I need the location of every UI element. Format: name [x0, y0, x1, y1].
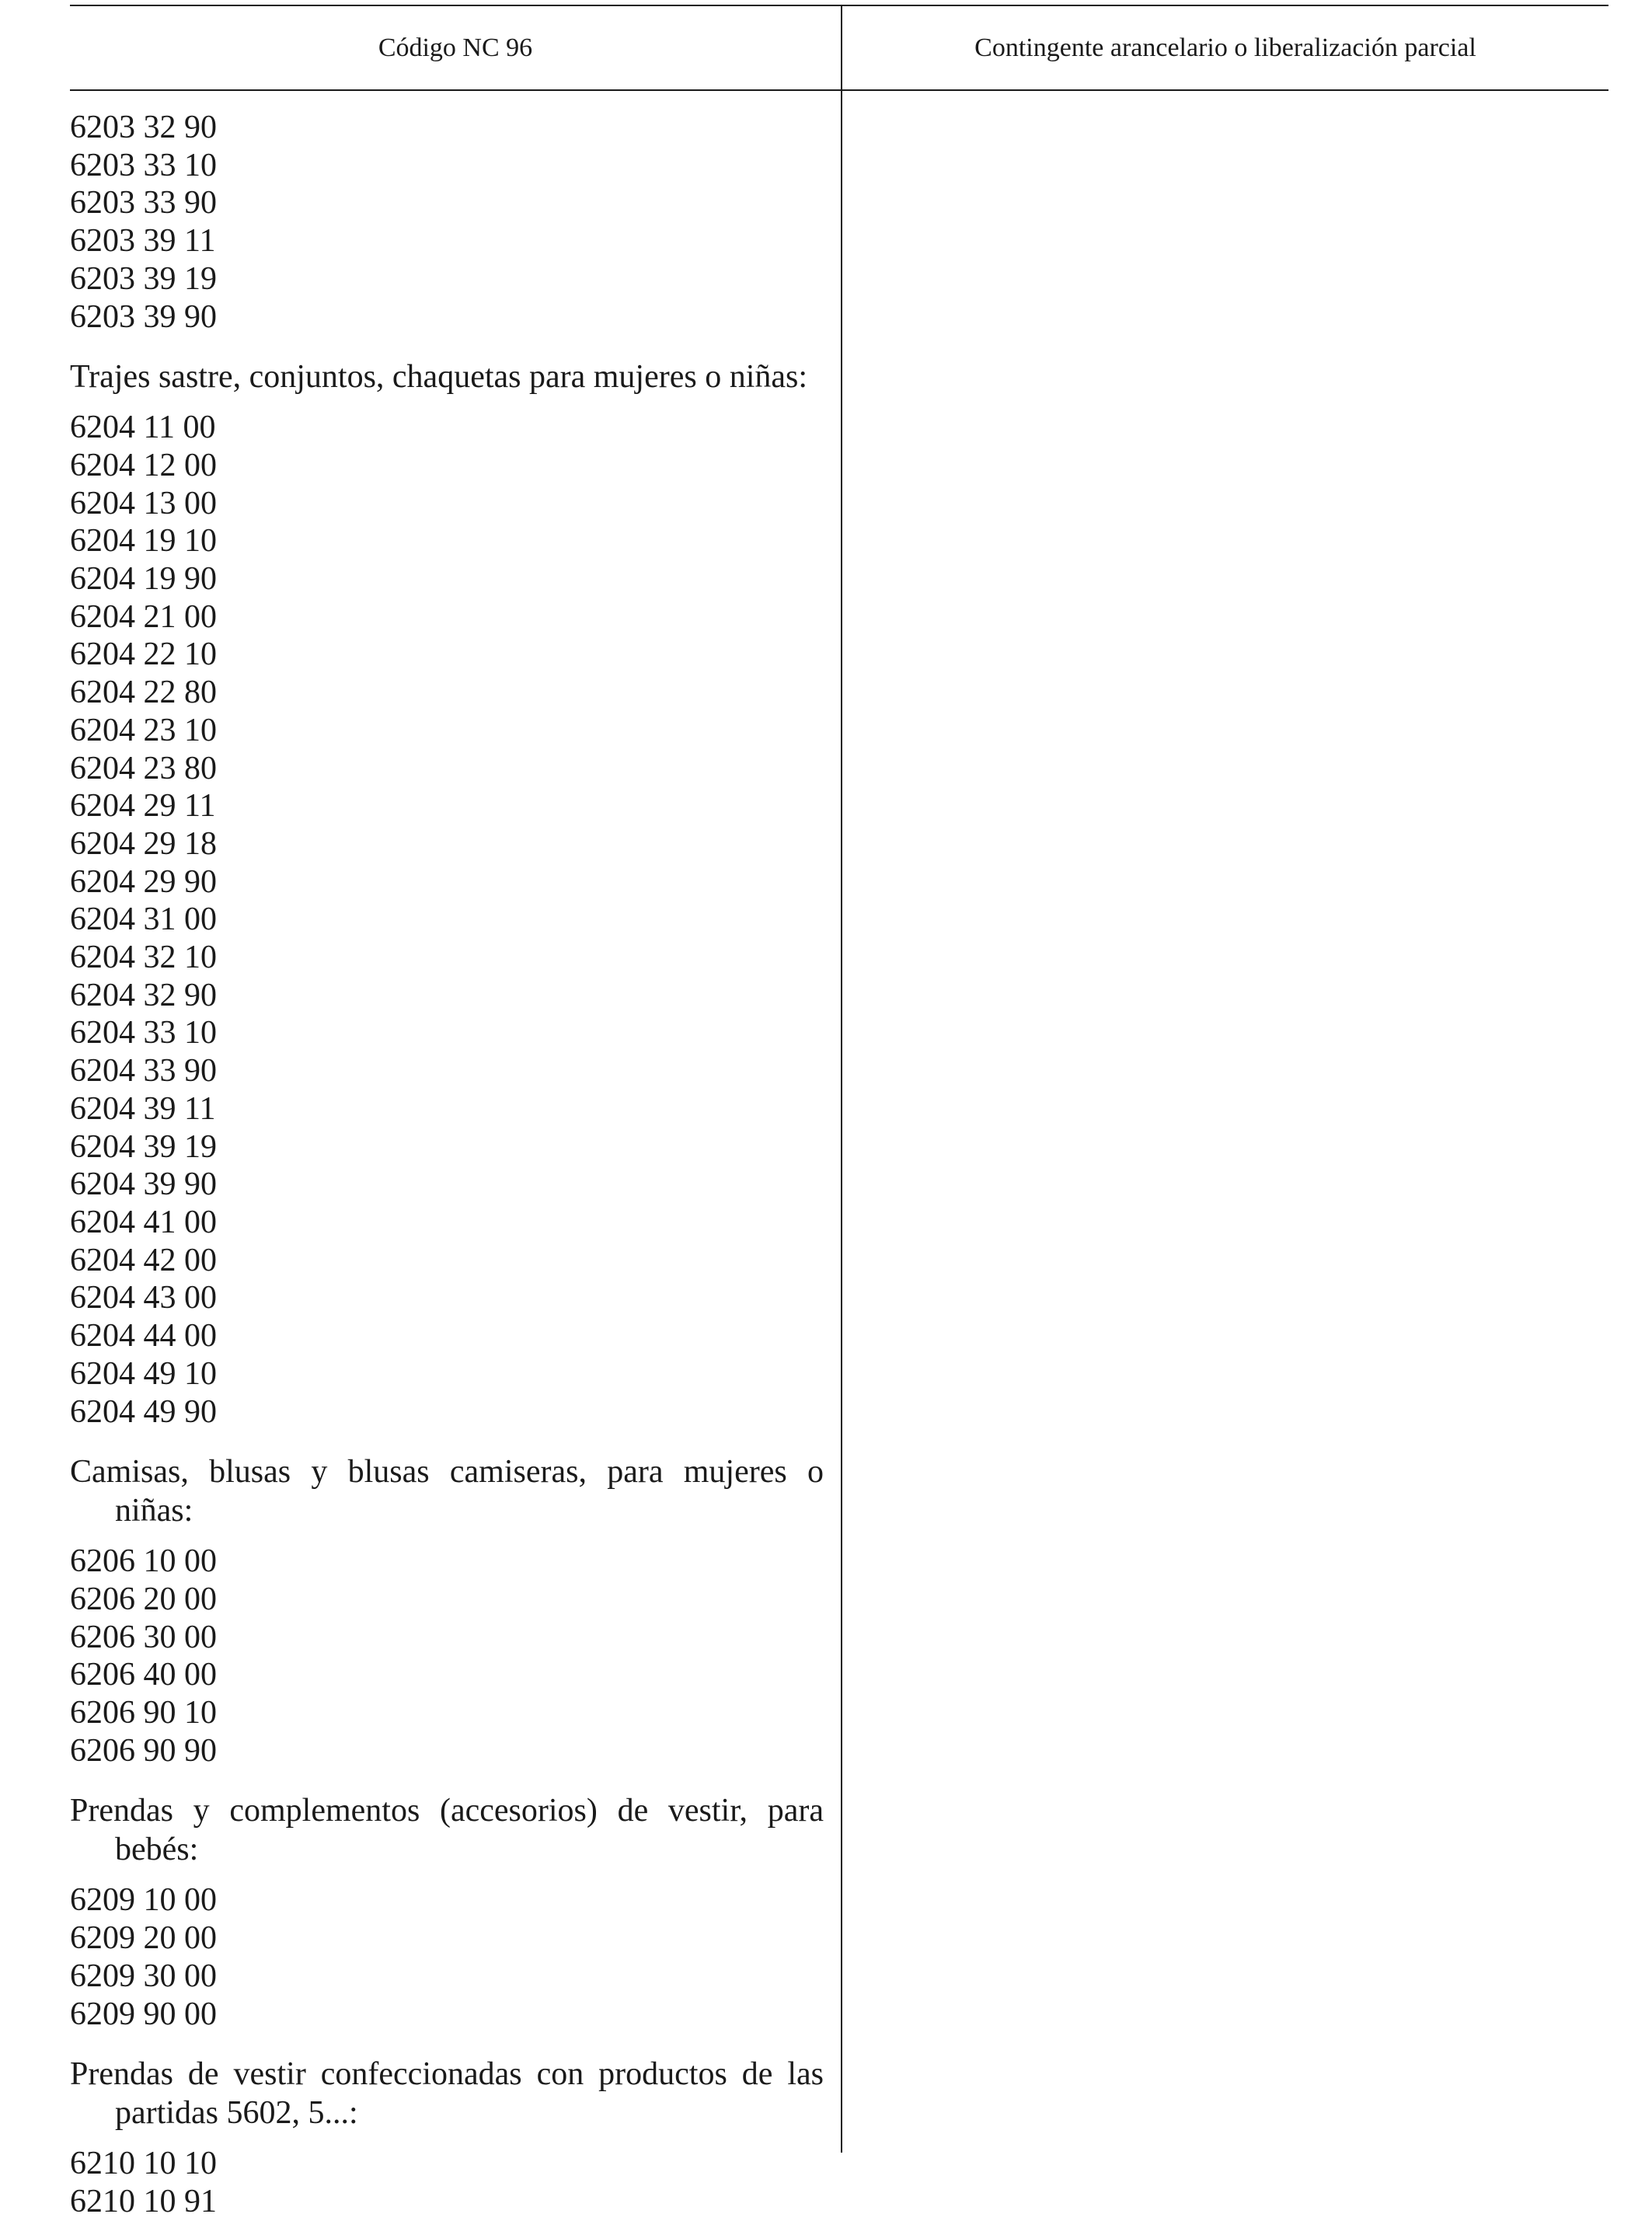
- nc-code-row: 6204 33 10: [70, 1015, 217, 1051]
- nc-code-row: 6204 44 00: [70, 1318, 217, 1355]
- nc-code-row: 6206 30 00: [70, 1619, 217, 1655]
- group-description: Prendas de vestir confeccionadas con productos de las partidas 5602, 5...:: [70, 2056, 824, 2132]
- column-divider: [841, 5, 842, 2153]
- nc-code-row: 6204 43 00: [70, 1280, 217, 1316]
- header-code-nc: Código NC 96: [378, 33, 533, 62]
- nc-code-row: 6204 29 18: [70, 825, 217, 862]
- nc-code-row: 6204 49 10: [70, 1355, 217, 1392]
- nc-code-row: 6204 19 10: [70, 523, 217, 560]
- nc-code-row: 6206 20 00: [70, 1581, 217, 1617]
- nc-code-row: 6204 29 90: [70, 863, 217, 900]
- nc-code-row: 6204 22 10: [70, 636, 217, 673]
- nc-code-row: 6204 39 19: [70, 1128, 217, 1165]
- nc-code-row: 6204 12 00: [70, 447, 217, 483]
- nc-code-row: 6204 11 00: [70, 410, 216, 446]
- nc-code-row: 6204 23 10: [70, 712, 217, 748]
- nc-code-row: 6209 20 00: [70, 1920, 217, 1957]
- code-group: [70, 2055, 824, 2220]
- nc-code-row: 6206 40 00: [70, 1657, 217, 1693]
- nc-code-row: 6206 90 10: [70, 1695, 217, 1731]
- nc-code-row: 6203 39 90: [70, 298, 217, 335]
- nc-code-row: 6210 10 10: [70, 2146, 217, 2182]
- code-group: [70, 109, 824, 336]
- nc-code-row: 6203 33 90: [70, 185, 217, 221]
- nc-code-row: 6203 39 11: [70, 223, 216, 260]
- nc-code-row: 6204 31 00: [70, 901, 217, 938]
- table-header-rule: [70, 89, 1608, 91]
- nc-code-row: 6204 41 00: [70, 1204, 217, 1240]
- nc-code-row: 6204 23 80: [70, 750, 217, 786]
- nc-code-row: 6206 90 90: [70, 1732, 217, 1769]
- nc-code-row: 6204 33 90: [70, 1053, 217, 1090]
- nc-code-row: 6203 32 90: [70, 110, 217, 145]
- code-column: [70, 109, 824, 2221]
- nc-code-row: 6204 42 00: [70, 1242, 217, 1278]
- nc-code-row: 6204 32 10: [70, 940, 217, 976]
- nc-code-row: 6204 21 00: [70, 598, 217, 635]
- nc-code-row: 6206 10 00: [70, 1543, 217, 1580]
- nc-code-row: 6210 10 91: [70, 2183, 217, 2219]
- nc-code-row: 6203 39 19: [70, 260, 217, 297]
- nc-code-row: 6204 49 90: [70, 1393, 217, 1430]
- nc-code-row: 6204 39 90: [70, 1166, 217, 1203]
- nc-code-row: 6204 29 11: [70, 788, 216, 825]
- nc-code-row: 6209 10 00: [70, 1882, 217, 1919]
- nc-code-row: 6209 90 00: [70, 1996, 217, 2032]
- code-group: [70, 357, 824, 1431]
- nc-code-row: 6204 22 80: [70, 675, 217, 711]
- nc-code-row: 6204 13 00: [70, 485, 217, 521]
- header-tariff-quota: Contingente arancelario o liberalización parcial: [974, 33, 1476, 62]
- nc-code-row: 6204 39 11: [70, 1090, 216, 1127]
- group-description: Trajes sastre, conjuntos, chaquetas para mujeres o niñas:: [70, 359, 808, 396]
- code-group: [70, 1791, 824, 2033]
- nc-code-row: 6204 32 90: [70, 977, 217, 1013]
- nc-code-row: 6203 33 10: [70, 147, 217, 183]
- group-description: Prendas y complementos (accesorios) de vestir, para bebés:: [70, 1793, 824, 1868]
- nc-code-row: 6209 30 00: [70, 1958, 217, 1994]
- group-description: Camisas, blusas y blusas camiseras, para mujeres o niñas:: [70, 1454, 824, 1529]
- code-group: [70, 1452, 824, 1769]
- nc-code-row: 6204 19 90: [70, 561, 217, 598]
